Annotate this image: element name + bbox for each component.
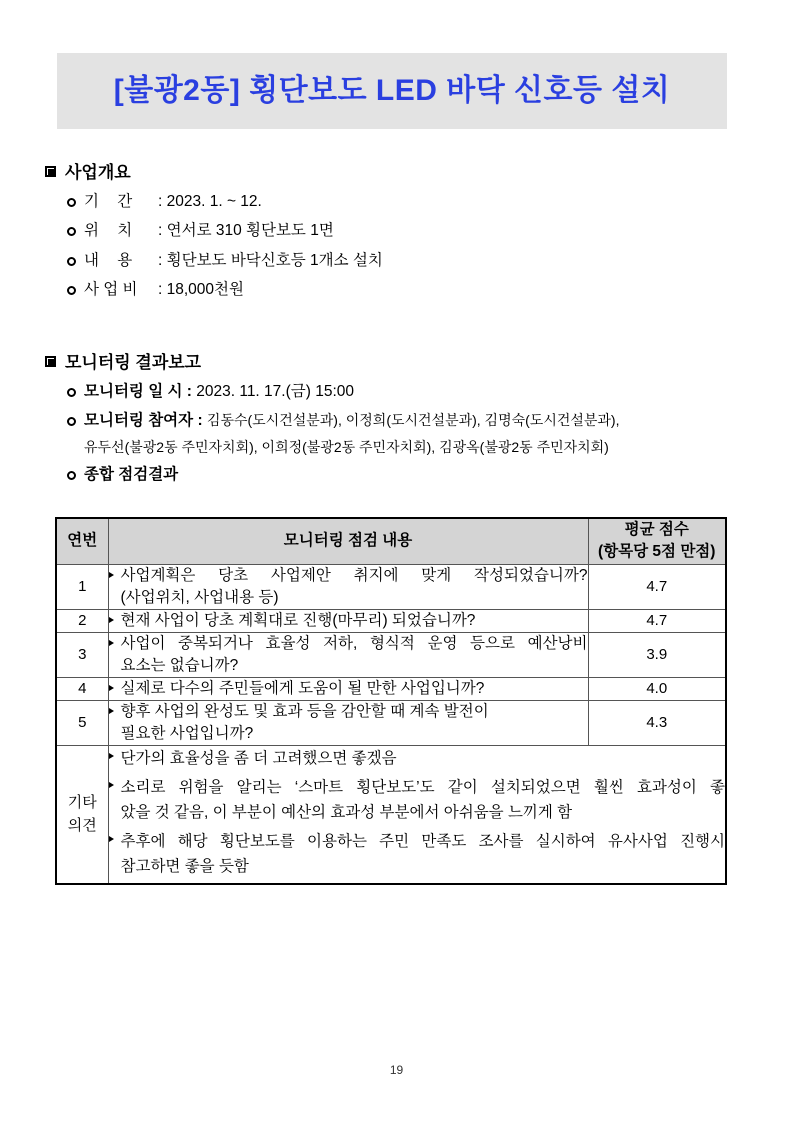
row-2-line2: 요소는 없습니까? [120,656,239,674]
section-heading-monitoring [45,348,755,373]
section-monitoring-report [45,348,755,495]
overview-item-1 [84,221,745,241]
etc-opinions-cell [108,745,726,884]
monitoring-datetime [84,382,755,402]
table-row [56,564,726,609]
monitoring-result-label: 종합 점검결과 [84,466,179,484]
circle-bullet-icon [67,198,76,207]
overview-item-0 [84,192,745,212]
monitoring-datetime-label: 모니터링 일 시 [84,383,183,400]
list-item [45,221,745,241]
monitoring-participants-label: 모니터링 참여자 [84,412,194,430]
triangle-bullet-icon [109,640,114,646]
overview-item-2-value: 횡단보도 바닥신호등 1개소 설치 [166,251,383,269]
table-header-no: 연번 [56,518,108,564]
row-no: 1 [56,564,108,609]
table-header-score [588,518,726,564]
list-item [45,382,755,402]
square-marker-icon [45,356,56,367]
etc-opinion-2-line1: 추후에 해당 횡단보도를 이용하는 주민 만족도 조사를 실시하여 유사사업 진행시 [120,833,725,851]
triangle-bullet-icon [109,753,114,759]
monitoring-datetime-value: 2023. 11. 17.(금) 15:00 [196,383,354,400]
circle-bullet-icon [67,388,76,397]
overview-item-3-sep: : [158,281,163,299]
section-heading-overview-label: 사업개요 [65,163,131,182]
row-score: 4.7 [588,609,726,632]
row-content [108,700,588,745]
overview-item-2-label: 내 용 [84,251,140,269]
row-2-text [121,633,588,677]
row-content [108,677,588,700]
overview-item-0-value: 2023. 1. ~ 12. [166,193,262,210]
row-content [108,564,588,609]
table-header-content: 모니터링 점검 내용 [108,518,588,564]
monitoring-list [45,382,755,486]
list-item [45,411,755,456]
table-row-etc-opinions [56,745,726,884]
list-item [45,192,745,212]
table-header-row [56,518,726,564]
row-score: 3.9 [588,632,726,677]
page-title: [불광2동] 횡단보도 LED 바닥 신호등 설치 [113,74,671,107]
page-number: 19 [389,1063,404,1077]
row-score: 4.7 [588,564,726,609]
list-item [45,465,755,485]
monitoring-participants-line2: 유두선(불광2동 주민자치회), 이희정(불광2동 주민자치회), 김광옥(불광2동 주민자치회) [84,438,609,455]
overview-item-1-label: 위 치 [84,222,140,240]
etc-label [56,745,108,884]
triangle-bullet-icon [109,836,114,842]
overview-item-3 [84,280,745,300]
row-no: 4 [56,677,108,700]
overview-item-1-sep: : [158,222,163,240]
table-row [56,632,726,677]
row-content [108,609,588,632]
document-title-banner [57,53,727,129]
section-heading-overview [45,158,745,183]
overview-item-3-value: 18,000천원 [166,281,244,299]
etc-opinion-item [109,775,726,825]
etc-opinion-2-line2: 참고하면 좋을 듯함 [120,858,249,876]
etc-opinion-2 [121,829,726,879]
overview-item-1-value: 연서로 310 횡단보도 1면 [166,222,334,240]
triangle-bullet-icon [109,572,114,578]
triangle-bullet-icon [109,617,114,623]
row-4-line2: 필요한 사업입니까? [120,724,254,742]
row-score: 4.3 [588,700,726,745]
list-item [45,280,745,300]
circle-bullet-icon [67,286,76,295]
monitoring-participants-sep: : [197,412,203,430]
monitoring-results-table [55,517,727,885]
monitoring-results-table-wrapper [55,517,727,885]
table-header-score-line1: 평균 점수 [624,521,689,538]
row-0-text [121,565,588,609]
row-3-line1: 실제로 다수의 주민들에게 도움이 될 만한 사업입니까? [120,679,485,697]
section-heading-monitoring-label: 모니터링 결과보고 [65,353,202,372]
table-row [56,677,726,700]
row-no: 5 [56,700,108,745]
row-0-line1: 사업계획은 당초 사업제안 취지에 맞게 작성되었습니까? [120,566,588,584]
etc-opinion-item [109,829,726,879]
etc-opinion-0-line1: 단가의 효율성을 좀 더 고려했으면 좋겠음 [120,749,397,767]
table-row [56,609,726,632]
row-no: 3 [56,632,108,677]
row-4-text [121,701,588,745]
etc-opinion-1 [121,775,726,825]
overview-item-2 [84,251,745,271]
table-row [56,700,726,745]
row-content [108,632,588,677]
table-header-score-line2: (항목당 5점 만점) [598,543,716,561]
monitoring-participants-line1: 김동수(도시건설분과), 이정희(도시건설분과), 김명숙(도시건설분과), [206,412,620,429]
etc-opinion-0 [121,746,726,771]
etc-opinion-1-line2: 았을 것 같음, 이 부분이 예산의 효과성 부분에서 아쉬움을 느끼게 함 [120,804,573,822]
row-0-line2: (사업위치, 사업내용 등) [120,588,279,606]
circle-bullet-icon [67,471,76,480]
list-item [45,251,745,271]
row-no: 2 [56,609,108,632]
etc-opinion-1-line1: 소리로 위험을 알리는 ‘스마트 횡단보도’도 같이 설치되었으면 훨씬 효과성이 좋 [120,779,725,797]
monitoring-datetime-sep: : [186,383,192,400]
square-marker-icon [45,166,56,177]
monitoring-participants [84,411,755,456]
overview-item-3-label: 사 업 비 [84,281,138,299]
row-1-line1: 현재 사업이 당초 계획대로 진행(마무리) 되었습니까? [120,611,476,629]
etc-label-line2: 의견 [67,816,97,834]
triangle-bullet-icon [109,708,114,714]
etc-label-line1: 기타 [67,794,97,812]
row-4-line1: 향후 사업의 완성도 및 효과 등을 감안할 때 계속 발전이 [120,702,489,720]
overview-item-0-sep: : [158,193,163,210]
circle-bullet-icon [67,227,76,236]
triangle-bullet-icon [109,782,114,788]
row-2-line1: 사업이 중복되거나 효율성 저하, 형식적 운영 등으로 예산낭비 [120,634,588,652]
circle-bullet-icon [67,257,76,266]
overview-item-0-label: 기 간 [84,193,140,210]
circle-bullet-icon [67,417,76,426]
triangle-bullet-icon [109,685,114,691]
section-project-overview [45,158,745,310]
etc-opinion-item [109,746,726,771]
overview-list [45,192,745,301]
overview-item-2-sep: : [158,251,163,269]
row-score: 4.0 [588,677,726,700]
